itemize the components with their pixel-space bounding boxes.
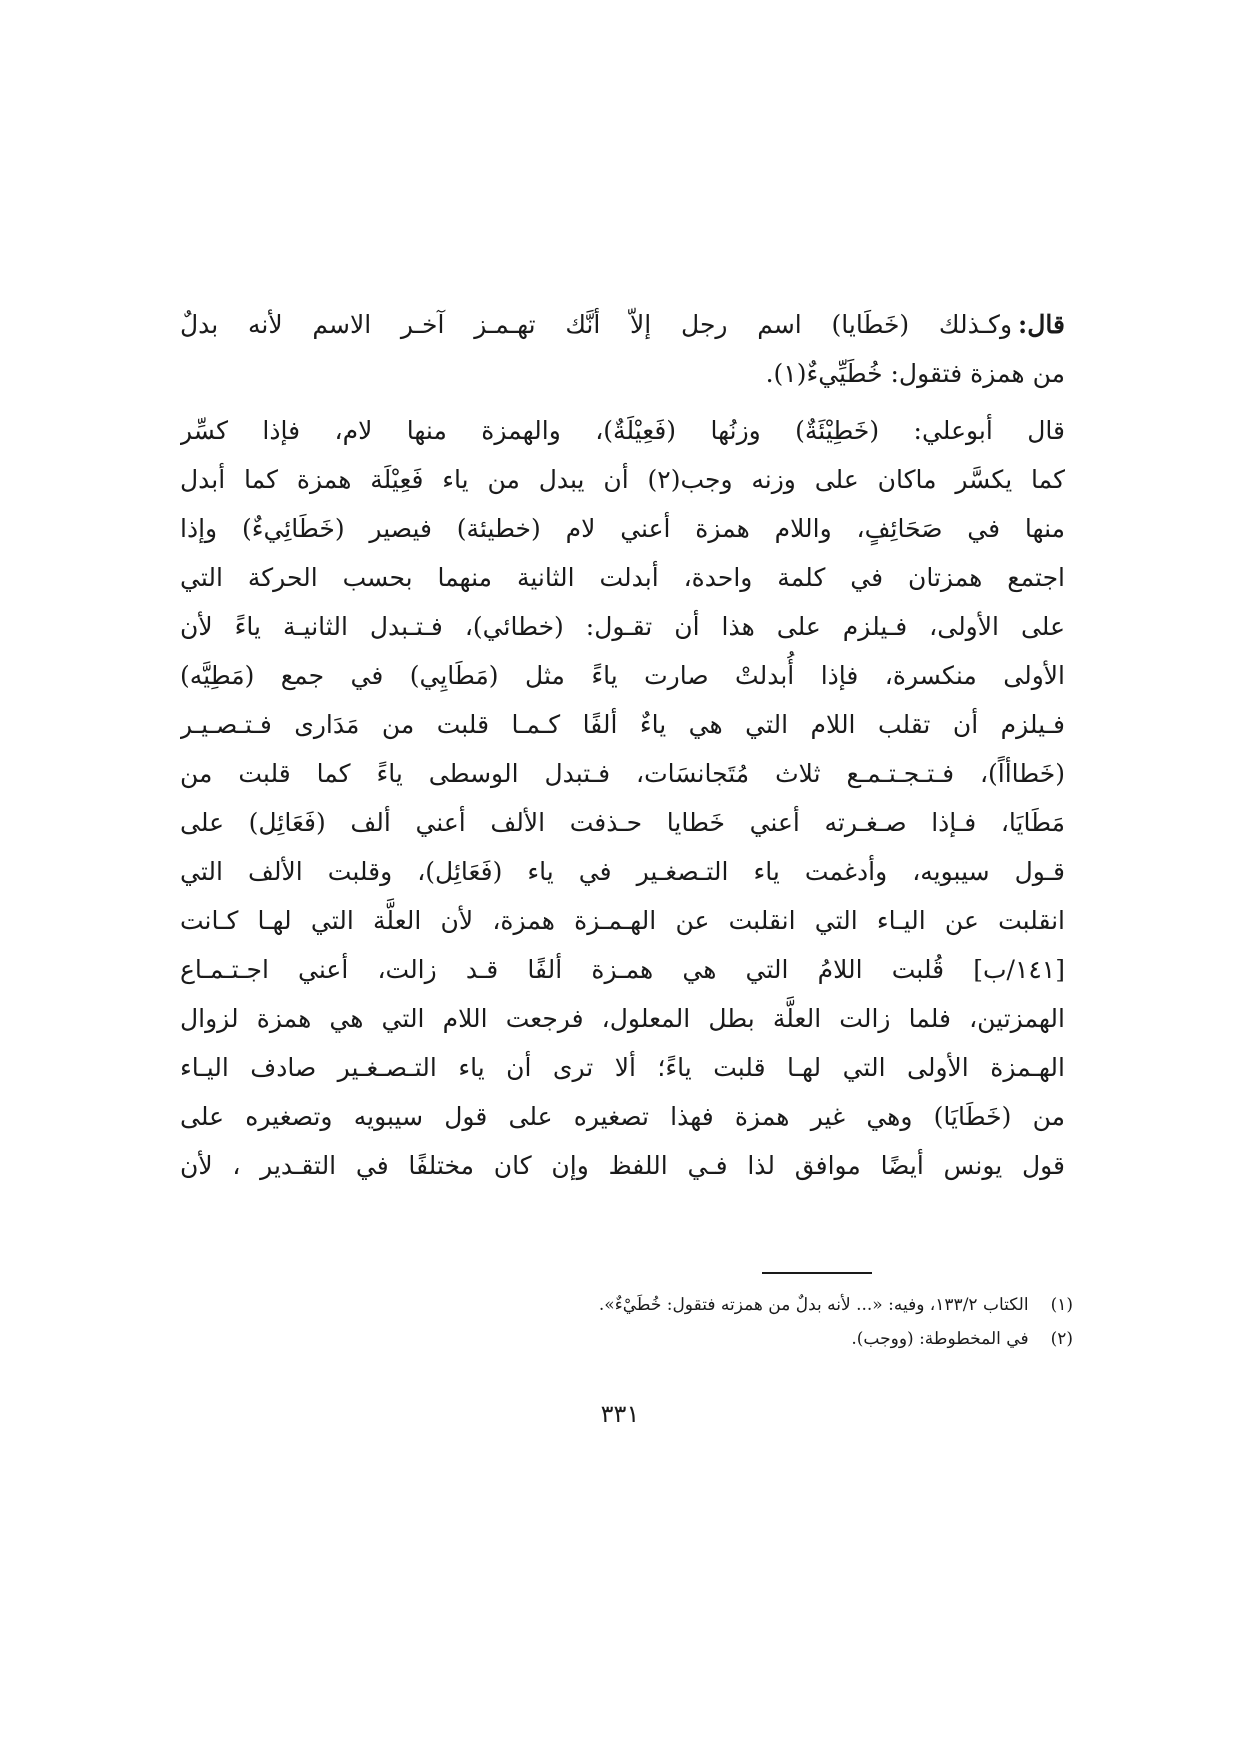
text-line: على الأولى، فـيلزم على هذا أن تقـول: (خطائي)، فـتـبدل الثانيـة ياءً لأن: [180, 612, 1065, 641]
text-line: كما يكسَّر ماكان على وزنه وجب(٢) أن يبدل من ياء فَعِيْلَة همزة كما أبدل: [180, 465, 1065, 494]
footnote-number: (١): [1050, 1295, 1073, 1315]
footnote-1: [380, 1288, 1073, 1322]
text-line: فـيلزم أن تقلب اللام التي هي ياءٌ ألفًا كـمـا قلبت من مَدَارى فـتـصـيـر: [180, 710, 1065, 739]
text-line: مَطَايَا، فـإذا صـغـرته أعني خَطايا حـذفت الألف أعني ألف (فَعَائِل) على: [180, 808, 1065, 837]
footnote-text: في المخطوطة: (ووجب).: [851, 1329, 1029, 1349]
text-line: قال أبوعلي: (خَطِيْئَةٌ) وزنُها (فَعِيْلَةٌ)، والهمزة منها لام، فإذا كسِّر: [180, 416, 1065, 445]
text-line: الهـمزة الأولى التي لهـا قلبت ياءً؛ ألا ترى أن ياء التـصـغـير صادف اليـاء: [180, 1053, 1065, 1082]
text-line: من (خَطَايَا) وهي غير همزة فهذا تصغيره على قول سيبويه وتصغيره على: [180, 1102, 1065, 1131]
page-number: ٣٣١: [600, 1400, 640, 1428]
text-line: قول يونس أيضًا موافق لذا فـي اللفظ وإن كان مختلفًا في التقـدير ، لأن: [180, 1151, 1065, 1180]
text-line: قـول سيبويه، وأدغمت ياء التـصغـير في ياء (فَعَائِل)، وقلبت الألف التي: [180, 857, 1065, 886]
footnote-divider: [762, 1272, 872, 1274]
text-line: (خَطاأاً)، فـتـجـتـمـع ثلاث مُتَجانسَات، فـتبدل الوسطى ياءً كما قلبت من: [180, 759, 1065, 788]
lead-word: قال:: [1018, 310, 1065, 339]
text-line: اجتمع همزتان في كلمة واحدة، أبدلت الثانية منهما بحسب الحركة التي: [180, 563, 1065, 592]
footnote-text: الكتاب ١٣٣/٢، وفيه: «... لأنه بدلٌ من همزته فتقول: خُطَيْءٌ».: [598, 1295, 1029, 1315]
footnotes: [380, 1288, 1073, 1356]
text-line: الأولى منكسرة، فإذا أُبدلتْ صارت ياءً مثل (مَطَايِي) في جمع (مَطِيَّه): [180, 661, 1065, 690]
footnote-number: (٢): [1050, 1329, 1073, 1349]
text-line: منها في صَحَائِفٍ، واللام همزة أعني لام (خطيئة) فيصير (خَطَائِيءٌ) وإذا: [180, 514, 1065, 543]
text-line: انقلبت عن اليـاء التي انقلبت عن الهـمـزة همزة، لأن العلَّة التي لهـا كـانت: [180, 906, 1065, 935]
text-line: من همزة فتقول: خُطَيِّيءٌ(١).: [765, 359, 1065, 388]
main-text: [180, 300, 1065, 1190]
text-line: [١٤١/ب] قُلبت اللامُ التي هي همـزة ألفًا قـد زالت، أعني اجـتـمـاع: [180, 955, 1065, 984]
footnote-2: [380, 1322, 1073, 1356]
text-line: الهمزتين، فلما زالت العلَّة بطل المعلول، فرجعت اللام التي هي همزة لزوال: [180, 1004, 1065, 1033]
text-line: قال:وكـذلك (خَطَايا) اسم رجل إلاّ أنَّك تهـمـز آخـر الاسم لأنه بدلٌ: [180, 310, 1065, 339]
